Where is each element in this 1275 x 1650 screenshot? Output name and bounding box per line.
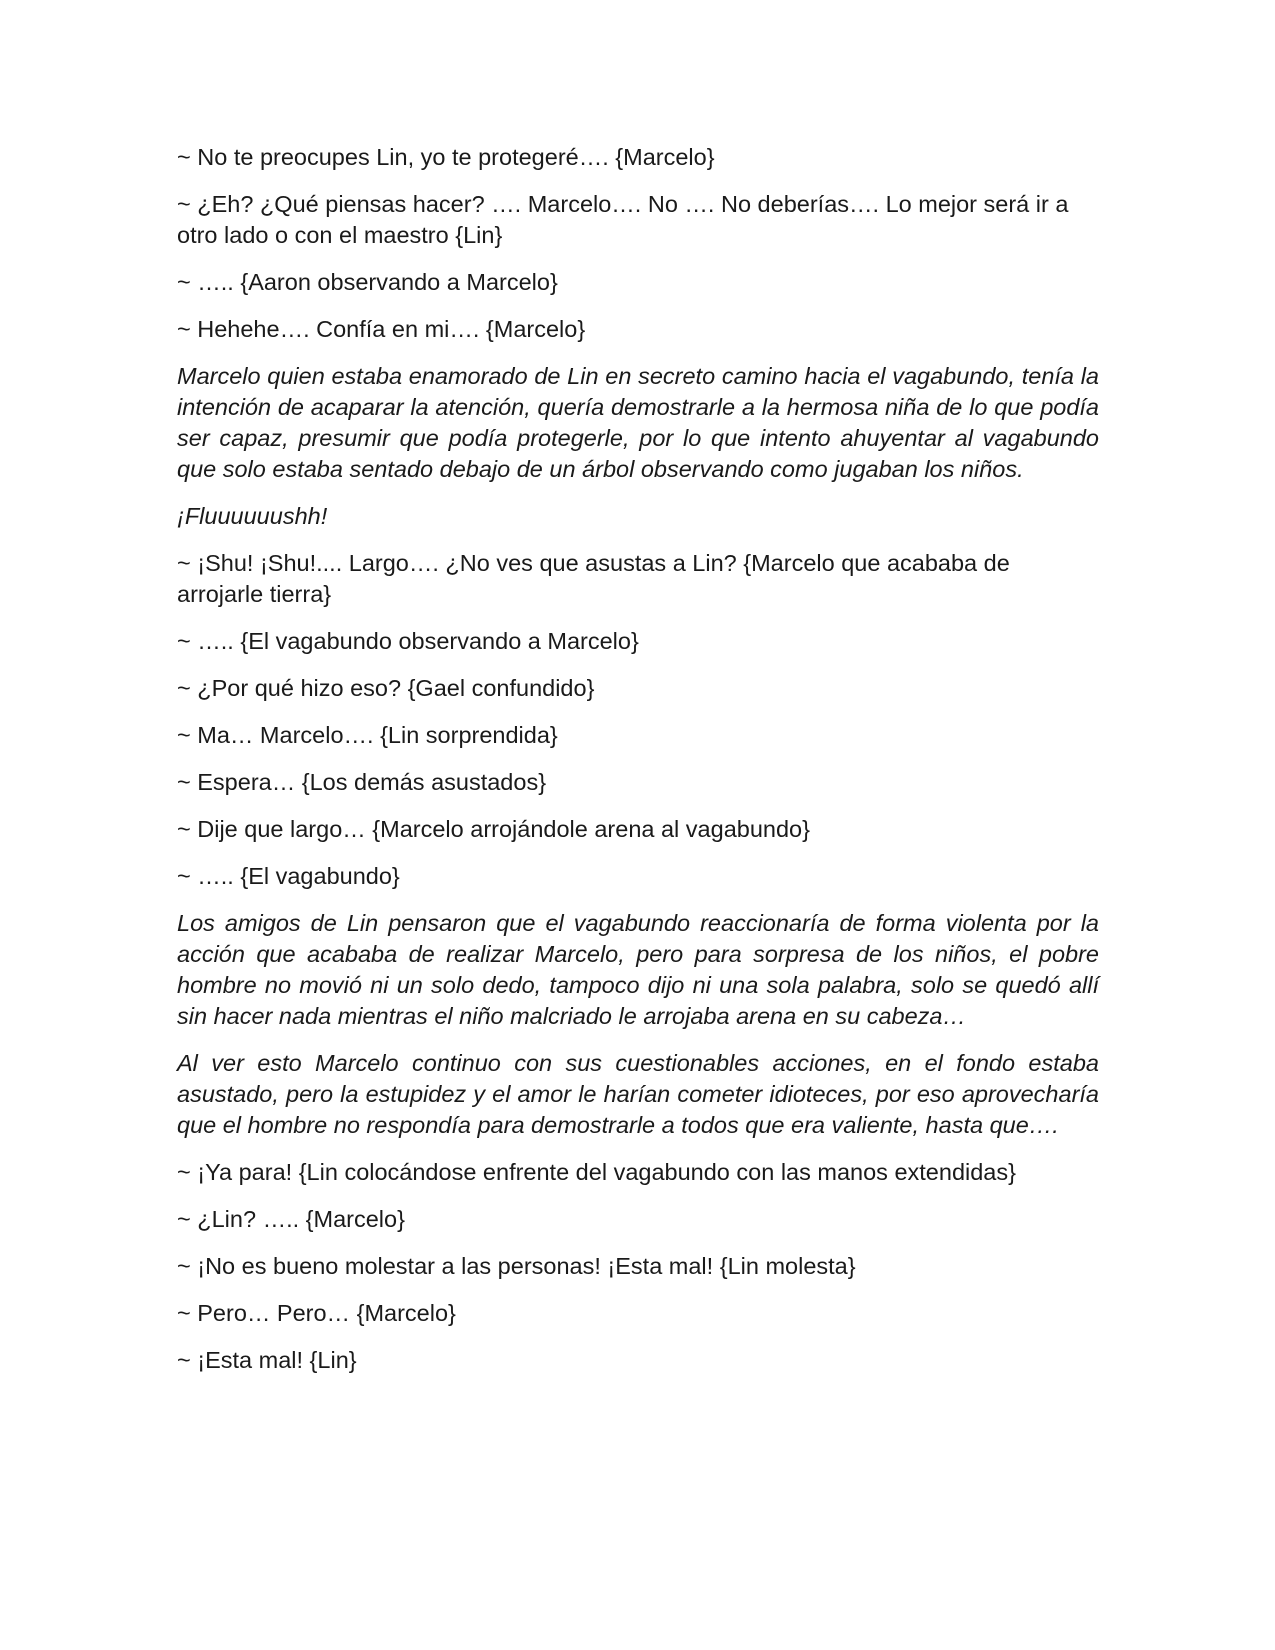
dialogue-line: ~ ¿Por qué hizo eso? {Gael confundido} (177, 675, 595, 701)
dialogue-line: ~ ….. {Aaron observando a Marcelo} (177, 269, 558, 295)
narration-paragraph: Al ver esto Marcelo continuo con sus cuestionables acciones, en el fondo estaba asustado, pero la estupidez y el amor le harían cometer idioteces, por eso aprovecharía que el hombre no respondía para demostrarle a todos que era valiente, hasta que…. (177, 1050, 1099, 1138)
narration-paragraph: Marcelo quien estaba enamorado de Lin en secreto camino hacia el vagabundo, tenía la intención de acaparar la atención, quería demostrarle a la hermosa niña de lo que podía ser capaz, presumir que podía protegerle, por lo que intento ahuyentar al vagabundo que solo estaba sentado debajo de un árbol observando como jugaban los niños. (177, 363, 1099, 482)
text-body (177, 142, 1099, 1392)
narration-paragraph: Los amigos de Lin pensaron que el vagabundo reaccionaría de forma violenta por la acción que acababa de realizar Marcelo, pero para sorpresa de los niños, el pobre hombre no movió ni un solo dedo, tampoco dijo ni una sola palabra, solo se quedó allí sin hacer nada mientras el niño malcriado le arrojaba arena en su cabeza… (177, 910, 1099, 1029)
dialogue-line: ~ Hehehe…. Confía en mi…. {Marcelo} (177, 316, 586, 342)
dialogue-line: ~ Dije que largo… {Marcelo arrojándole arena al vagabundo} (177, 816, 810, 842)
dialogue-line: ~ ¡Shu! ¡Shu!.... Largo…. ¿No ves que asustas a Lin? {Marcelo que acababa de arrojarle tierra} (177, 550, 1010, 607)
dialogue-line: ~ ¡No es bueno molestar a las personas! ¡Esta mal! {Lin molesta} (177, 1253, 856, 1279)
dialogue-line: ~ ….. {El vagabundo observando a Marcelo} (177, 628, 639, 654)
dialogue-line: ~ ¿Eh? ¿Qué piensas hacer? …. Marcelo…. No …. No deberías…. Lo mejor será ir a otro lado o con el maestro {Lin} (177, 191, 1069, 248)
dialogue-line: ~ ¡Esta mal! {Lin} (177, 1347, 357, 1373)
dialogue-line: ~ ¿Lin? ….. {Marcelo} (177, 1206, 405, 1232)
dialogue-line: ~ Ma… Marcelo…. {Lin sorprendida} (177, 722, 558, 748)
dialogue-line: ~ No te preocupes Lin, yo te protegeré…. {Marcelo} (177, 144, 715, 170)
sound-effect: ¡Fluuuuuushh! (177, 503, 328, 529)
dialogue-line: ~ Pero… Pero… {Marcelo} (177, 1300, 456, 1326)
dialogue-line: ~ Espera… {Los demás asustados} (177, 769, 547, 795)
dialogue-line: ~ ….. {El vagabundo} (177, 863, 400, 889)
dialogue-line: ~ ¡Ya para! {Lin colocándose enfrente del vagabundo con las manos extendidas} (177, 1159, 1016, 1185)
